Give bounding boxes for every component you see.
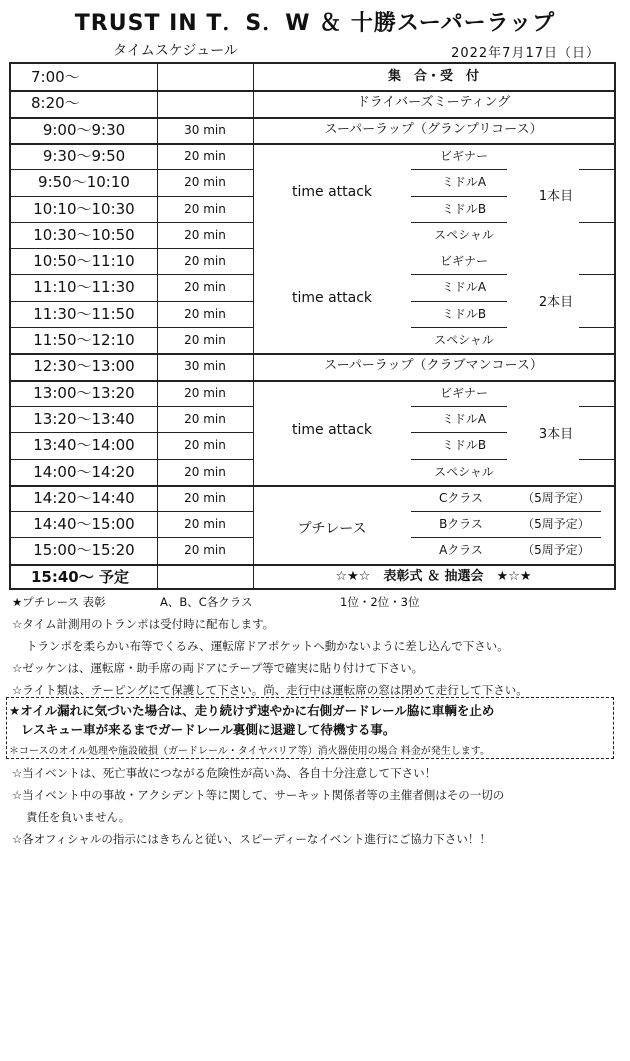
note-transponder: ☆タイム計測用のトランポは受付時に配布します。 — [12, 617, 275, 631]
row-duration: 20 min — [184, 333, 226, 347]
row-duration: 20 min — [184, 543, 226, 558]
laps-note: （5周予定） — [522, 517, 590, 532]
schedule-row — [11, 274, 614, 300]
note-petit-award — [12, 594, 420, 610]
row-time: 10:30〜10:50 — [33, 225, 135, 244]
row-divider — [11, 274, 253, 275]
class-label-middle_b: ミドルB — [441, 438, 487, 453]
row-time: 10:50〜11:10 — [33, 252, 135, 271]
schedule-row — [11, 327, 614, 353]
note-transponder-detail: トランポを柔らかい布等でくるみ、運転席ドアポケットへ動かないように差し込んで下さい。 — [26, 639, 509, 653]
class-label-beginner: ビギナー — [439, 148, 488, 163]
row-time: 11:10〜11:30 — [33, 278, 135, 297]
schedule-row — [11, 90, 614, 116]
class-label-middle_b: ミドルB — [441, 306, 487, 321]
schedule-row — [11, 248, 614, 274]
row-divider — [11, 222, 253, 223]
row-time: 9:00〜9:30 — [42, 120, 126, 139]
warning-oil-fee: ＊コースのオイル処理や施設破損（ガードレール・タイヤバリア等）消火器使用の場合 料金が発生します。 — [9, 746, 490, 757]
note-liability-cont: 責任を負いません。 — [26, 810, 131, 824]
row-time: 12:30〜13:00 — [33, 357, 135, 376]
heat-bottom-line — [579, 459, 615, 460]
class-label-special: スペシャル — [434, 227, 494, 242]
row-time: 11:50〜12:10 — [33, 331, 135, 349]
class-label-b_class: Bクラス — [439, 517, 483, 532]
heat-bottom-line — [579, 222, 615, 223]
row-event: 集 合・受 付 — [387, 69, 479, 84]
schedule-row — [11, 353, 614, 379]
schedule-row — [11, 169, 614, 195]
row-divider — [11, 301, 253, 302]
warning-oil-line1: ★オイル漏れに気づいた場合は、走り続けず速やかに右側ガードレール脇に車輌を止め — [9, 703, 495, 718]
heat-2-label: 2本目 — [538, 295, 574, 310]
schedule-row — [11, 301, 614, 327]
schedule-row — [11, 406, 614, 432]
row-duration: 20 min — [184, 227, 226, 242]
row-time: 15:00〜15:20 — [33, 541, 135, 560]
schedule-row — [11, 143, 614, 169]
row-divider — [11, 380, 253, 382]
class-label-special: スペシャル — [434, 464, 494, 479]
time-attack-label-2: time attack — [291, 290, 373, 306]
row-event: スーパーラップ（クラブマンコース） — [324, 358, 543, 374]
laps-note: （5周予定） — [522, 490, 590, 505]
row-duration: 20 min — [184, 254, 226, 269]
time-attack-label-1: time attack — [291, 184, 373, 200]
note-petit-award-ranks: 1位・2位・3位 — [340, 595, 420, 609]
row-divider — [11, 248, 253, 249]
row-time: 14:20〜14:40 — [33, 488, 135, 507]
heat-3-label: 3本目 — [538, 427, 574, 442]
schedule-row — [11, 117, 614, 143]
note-petit-award-title: ★プチレース 表彰 — [12, 595, 106, 609]
row-time: 7:00〜 — [31, 68, 80, 86]
page-title: TRUST IN T．S．W ＆ 十勝スーパーラップ — [74, 11, 556, 36]
heat-top-line — [579, 406, 615, 407]
class-label-middle_b: ミドルB — [441, 201, 487, 216]
event-date: 2022年7月17日（日） — [451, 46, 600, 61]
class-label-c_class: Cクラス — [438, 490, 484, 505]
note-danger: ☆当イベントは、死亡事故につながる危険性が高い為、各自十分注意して下さい！ — [12, 766, 437, 780]
row-divider-wide — [253, 117, 614, 119]
schedule-row — [11, 64, 614, 90]
row-duration: 20 min — [184, 201, 226, 216]
row-duration — [157, 564, 253, 590]
row-divider — [11, 564, 253, 566]
row-divider-wide — [253, 90, 614, 92]
note-officials: ☆各オフィシャルの指示にはきちんと従い、スピーディーなイベント進行にご協力下さい！！ — [12, 832, 491, 846]
heat-top-line — [579, 274, 615, 275]
row-duration: 20 min — [184, 438, 226, 453]
heat-top-line — [579, 169, 615, 170]
row-duration: 20 min — [184, 175, 226, 190]
row-divider — [11, 143, 253, 145]
class-label-middle_a: ミドルA — [441, 175, 487, 190]
schedule-row — [11, 459, 614, 485]
row-divider — [11, 353, 253, 355]
class-label-middle_a: ミドルA — [441, 280, 487, 295]
row-divider — [11, 196, 253, 197]
row-time: 9:30〜9:50 — [42, 146, 126, 165]
schedule-table — [9, 62, 616, 590]
row-duration: 20 min — [184, 306, 226, 321]
row-divider — [11, 90, 253, 92]
row-divider — [11, 459, 253, 460]
row-divider — [11, 327, 253, 328]
row-event: ドライバーズミーティング — [356, 95, 511, 111]
row-divider — [11, 406, 253, 407]
time-attack-label-3: time attack — [291, 422, 373, 438]
row-time: 14:40〜15:00 — [33, 515, 135, 534]
note-liability: ☆当イベント中の事故・アクシデント等に関して、サーキット関係者等の主催者側はその一切の — [12, 788, 505, 802]
class-label-middle_a: ミドルA — [441, 411, 487, 426]
row-duration: 20 min — [184, 148, 226, 163]
schedule-row — [11, 222, 614, 248]
note-zekken: ☆ゼッケンは、運転席・助手席の両ドアにテープ等で確実に貼り付けて下さい。 — [12, 661, 424, 675]
row-event: スーパーラップ（グランプリコース） — [324, 121, 543, 137]
row-divider — [11, 511, 253, 512]
row-time: 8:20〜 — [31, 94, 80, 113]
class-label-special: スペシャル — [434, 333, 494, 347]
schedule-subtitle: タイムスケジュール — [113, 43, 238, 59]
row-duration: 20 min — [184, 464, 226, 479]
row-duration: 20 min — [184, 385, 226, 400]
row-divider — [11, 117, 253, 119]
laps-note: （5周予定） — [522, 543, 590, 558]
row-divider — [11, 537, 253, 538]
oil-warning-box — [6, 697, 614, 759]
row-duration: 20 min — [184, 411, 226, 426]
note-lights: ☆ライト類は、テーピングにて保護して下さい。尚、走行中は運転席の窓は閉めて走行して下さい。 — [12, 683, 528, 697]
row-time: 10:10〜10:30 — [33, 199, 135, 218]
schedule-row — [11, 432, 614, 458]
warning-oil-line2: レスキュー車が来るまでガードレール裏側に退避して待機する事。 — [21, 722, 396, 737]
row-duration: 20 min — [184, 280, 226, 295]
row-event: ☆★☆ 表彰式 ＆ 抽選会 ★☆★ — [335, 568, 532, 584]
schedule-row — [11, 380, 614, 406]
row-divider — [11, 485, 253, 487]
row-duration — [157, 90, 253, 116]
row-divider — [11, 169, 253, 170]
row-time: 13:40〜14:00 — [33, 436, 135, 455]
row-time: 14:00〜14:20 — [33, 462, 135, 481]
row-time: 13:00〜13:20 — [33, 383, 135, 402]
schedule-row — [11, 196, 614, 222]
row-time: 11:30〜11:50 — [33, 304, 135, 323]
row-time: 13:20〜13:40 — [33, 409, 135, 428]
row-duration: 30 min — [184, 122, 226, 137]
class-label-beginner: ビギナー — [439, 254, 488, 269]
row-divider — [11, 432, 253, 433]
row-duration: 20 min — [184, 490, 226, 505]
petit-race-label: プチレース — [297, 521, 367, 537]
class-label-beginner: ビギナー — [439, 385, 488, 400]
row-duration: 20 min — [184, 517, 226, 532]
note-petit-award-classes: A、B、C各クラス — [160, 595, 253, 609]
row-duration: 30 min — [184, 359, 226, 374]
heat-bottom-line — [579, 327, 615, 328]
row-time: 9:50〜10:10 — [38, 173, 130, 192]
row-duration — [157, 64, 253, 90]
row-time: 15:40〜 予定 — [31, 567, 129, 586]
class-label-a_class: Aクラス — [439, 543, 483, 558]
heat-1-label: 1本目 — [538, 189, 574, 204]
